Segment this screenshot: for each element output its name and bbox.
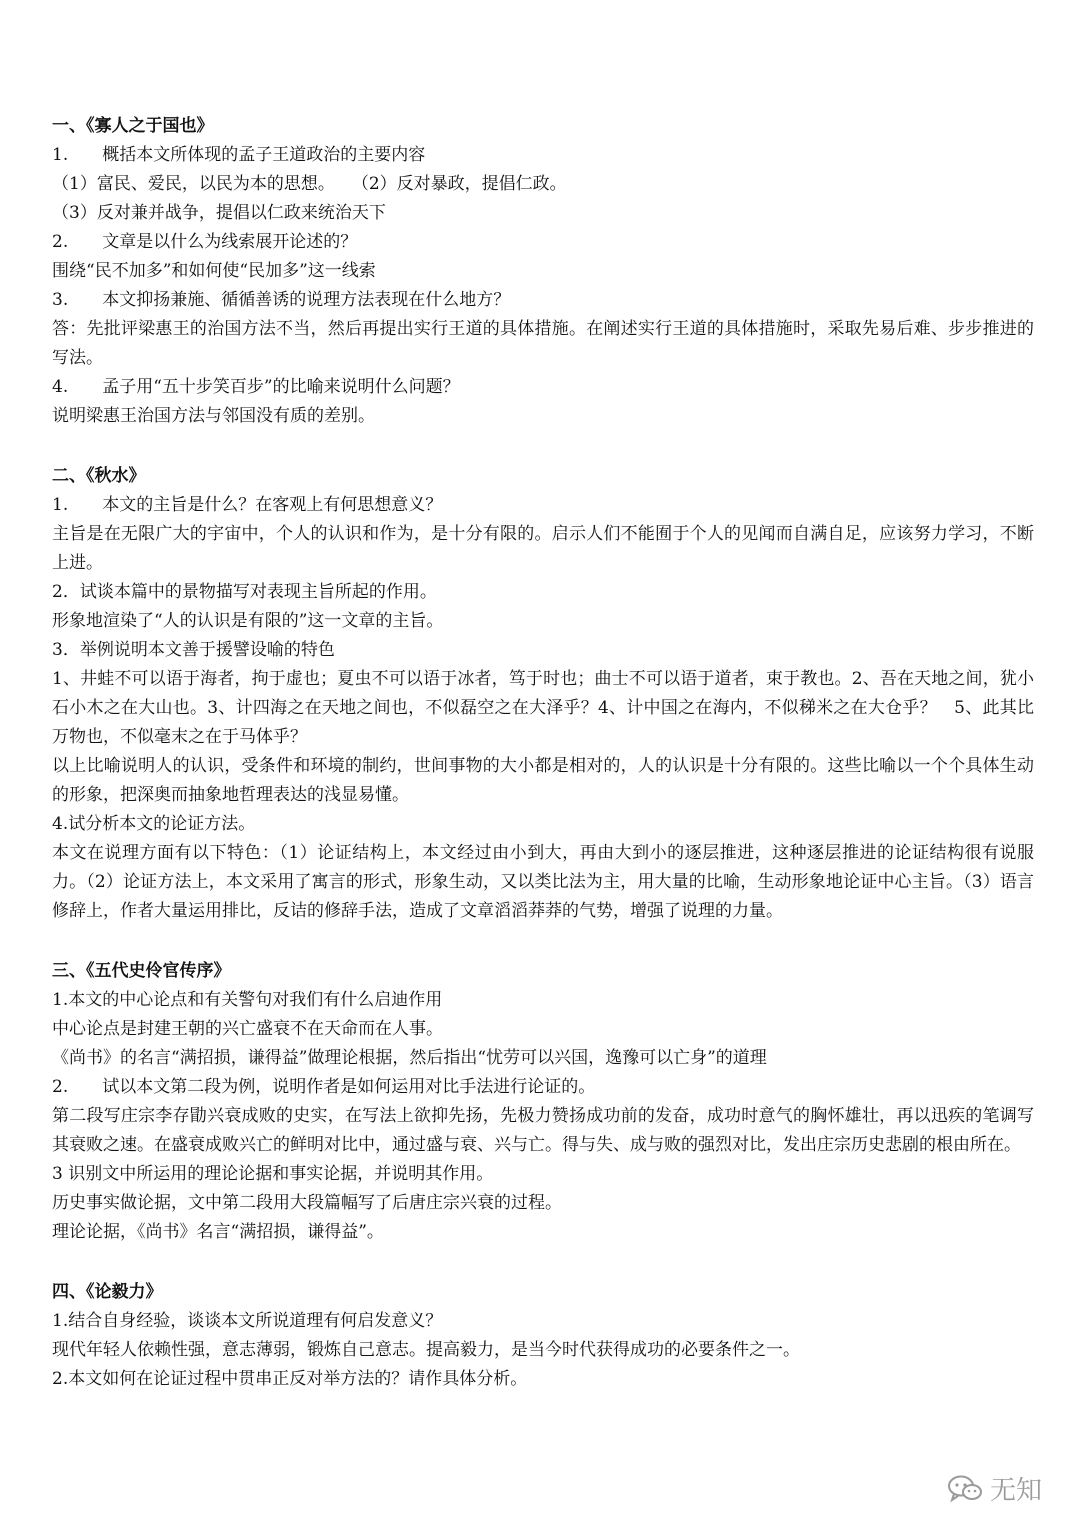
question-line: 2. 试以本文第二段为例，说明作者是如何运用对比手法进行论证的。 — [52, 1077, 596, 1097]
answer-line: 中心论点是封建王朝的兴亡盛衰不在天命而在人事。 — [52, 1019, 443, 1039]
answer-line: （3）反对兼并战争，提倡以仁政来统治天下 — [52, 203, 386, 223]
question-line: 1. 概括本文所体现的孟子王道政治的主要内容 — [52, 145, 426, 165]
section-heading: 一、《寡人之于国也》 — [52, 116, 214, 136]
question-line: 3 识别文中所运用的理论论据和事实论据，并说明其作用。 — [52, 1164, 494, 1184]
answer-line: 1、井蛙不可以语于海者，拘于虚也；夏虫不可以语于冰者，笃于时也；曲士不可以语于道者，束于教也。2、吾在天地之间，犹小石小木之在大山也。3、计四海之在天地之间也，不似磊空之在大泽乎？4、计中国之在海内，不似稊米之在大仓乎？ 5、此其比万物也，不似毫末之在于马体乎？ — [52, 669, 1034, 747]
section-3 — [52, 957, 1034, 1247]
answer-line: （1）富民、爱民，以民为本的思想。 （2）反对暴政，提倡仁政。 — [52, 174, 567, 194]
wechat-icon — [948, 1475, 982, 1503]
watermark — [948, 1470, 1042, 1507]
watermark-text: 无知 — [989, 1476, 1042, 1506]
question-line: 1. 本文的主旨是什么？在客观上有何思想意义？ — [52, 495, 443, 515]
question-line: 4. 孟子用“五十步笑百步”的比喻来说明什么问题？ — [52, 377, 460, 397]
answer-line: 历史事实做论据，文中第二段用大段篇幅写了后唐庄宗兴衰的过程。 — [52, 1193, 562, 1213]
answer-line: 围绕“民不加多”和如何使“民加多”这一线索 — [52, 261, 376, 281]
section-2 — [52, 462, 1034, 926]
question-line: 2.本文如何在论证过程中贯串正反对举方法的？请作具体分析。 — [52, 1369, 528, 1389]
answer-line: 理论论据，《尚书》名言“满招损，谦得益”。 — [52, 1222, 384, 1242]
question-line: 2. 文章是以什么为线索展开论述的？ — [52, 232, 358, 252]
answer-line: 形象地渲染了“人的认识是有限的”这一文章的主旨。 — [52, 611, 444, 631]
answer-line: 本文在说理方面有以下特色：（1）论证结构上，本文经过由小到大，再由大到小的逐层推进，这种逐层推进的论证结构很有说服力。（2）论证方法上，本文采用了寓言的形式，形象生动，又以类比法为主，用大量的比喻，生动形象地论证中心主旨。（3）语言修辞上，作者大量运用排比，反诘的修辞手法，造成了文章滔滔莽莽的气势，增强了说理的力量。 — [52, 843, 1034, 921]
answer-line: 以上比喻说明人的认识，受条件和环境的制约，世间事物的大小都是相对的，人的认识是十分有限的。这些比喻以一个个具体生动的形象，把深奥而抽象地哲理表达的浅显易懂。 — [52, 756, 1034, 805]
answer-line: 答：先批评梁惠王的治国方法不当，然后再提出实行王道的具体措施。在阐述实行王道的具体措施时，采取先易后难、步步推进的写法。 — [52, 319, 1034, 368]
question-line: 1.本文的中心论点和有关警句对我们有什么启迪作用 — [52, 990, 443, 1010]
answer-line: 第二段写庄宗李存勖兴衰成败的史实，在写法上欲抑先扬，先极力赞扬成功前的发奋，成功时意气的胸怀雄壮，再以迅疾的笔调写其衰败之速。在盛衰成败兴亡的鲜明对比中，通过盛与衰、兴与亡。得与失、成与败的强烈对比，发出庄宗历史悲剧的根由所在。 — [52, 1106, 1034, 1155]
answer-line: 《尚书》的名言“满招损，谦得益”做理论根据，然后指出“忧劳可以兴国，逸豫可以亡身”的道理 — [52, 1048, 767, 1068]
question-line: 4.试分析本文的论证方法。 — [52, 814, 256, 834]
section-heading: 二、《秋水》 — [52, 466, 146, 486]
section-4 — [52, 1278, 1034, 1394]
section-heading: 三、《五代史伶官传序》 — [52, 961, 231, 981]
question-line: 2．试谈本篇中的景物描写对表现主旨所起的作用。 — [52, 582, 437, 602]
answer-line: 说明梁惠王治国方法与邻国没有质的差别。 — [52, 406, 375, 426]
question-line: 3．举例说明本文善于援譬设喻的特色 — [52, 640, 335, 660]
section-1 — [52, 112, 1034, 431]
question-line: 1.结合自身经验，谈谈本文所说道理有何启发意义？ — [52, 1311, 443, 1331]
question-line: 3. 本文抑扬兼施、循循善诱的说理方法表现在什么地方？ — [52, 290, 511, 310]
answer-line: 现代年轻人依赖性强，意志薄弱，锻炼自己意志。提高毅力，是当今时代获得成功的必要条件之一。 — [52, 1340, 800, 1360]
document-body — [52, 112, 1034, 1394]
answer-line: 主旨是在无限广大的宇宙中，个人的认识和作为，是十分有限的。启示人们不能囿于个人的见闻而自满自足，应该努力学习，不断上进。 — [52, 524, 1034, 573]
section-heading: 四、《论毅力》 — [52, 1282, 163, 1302]
